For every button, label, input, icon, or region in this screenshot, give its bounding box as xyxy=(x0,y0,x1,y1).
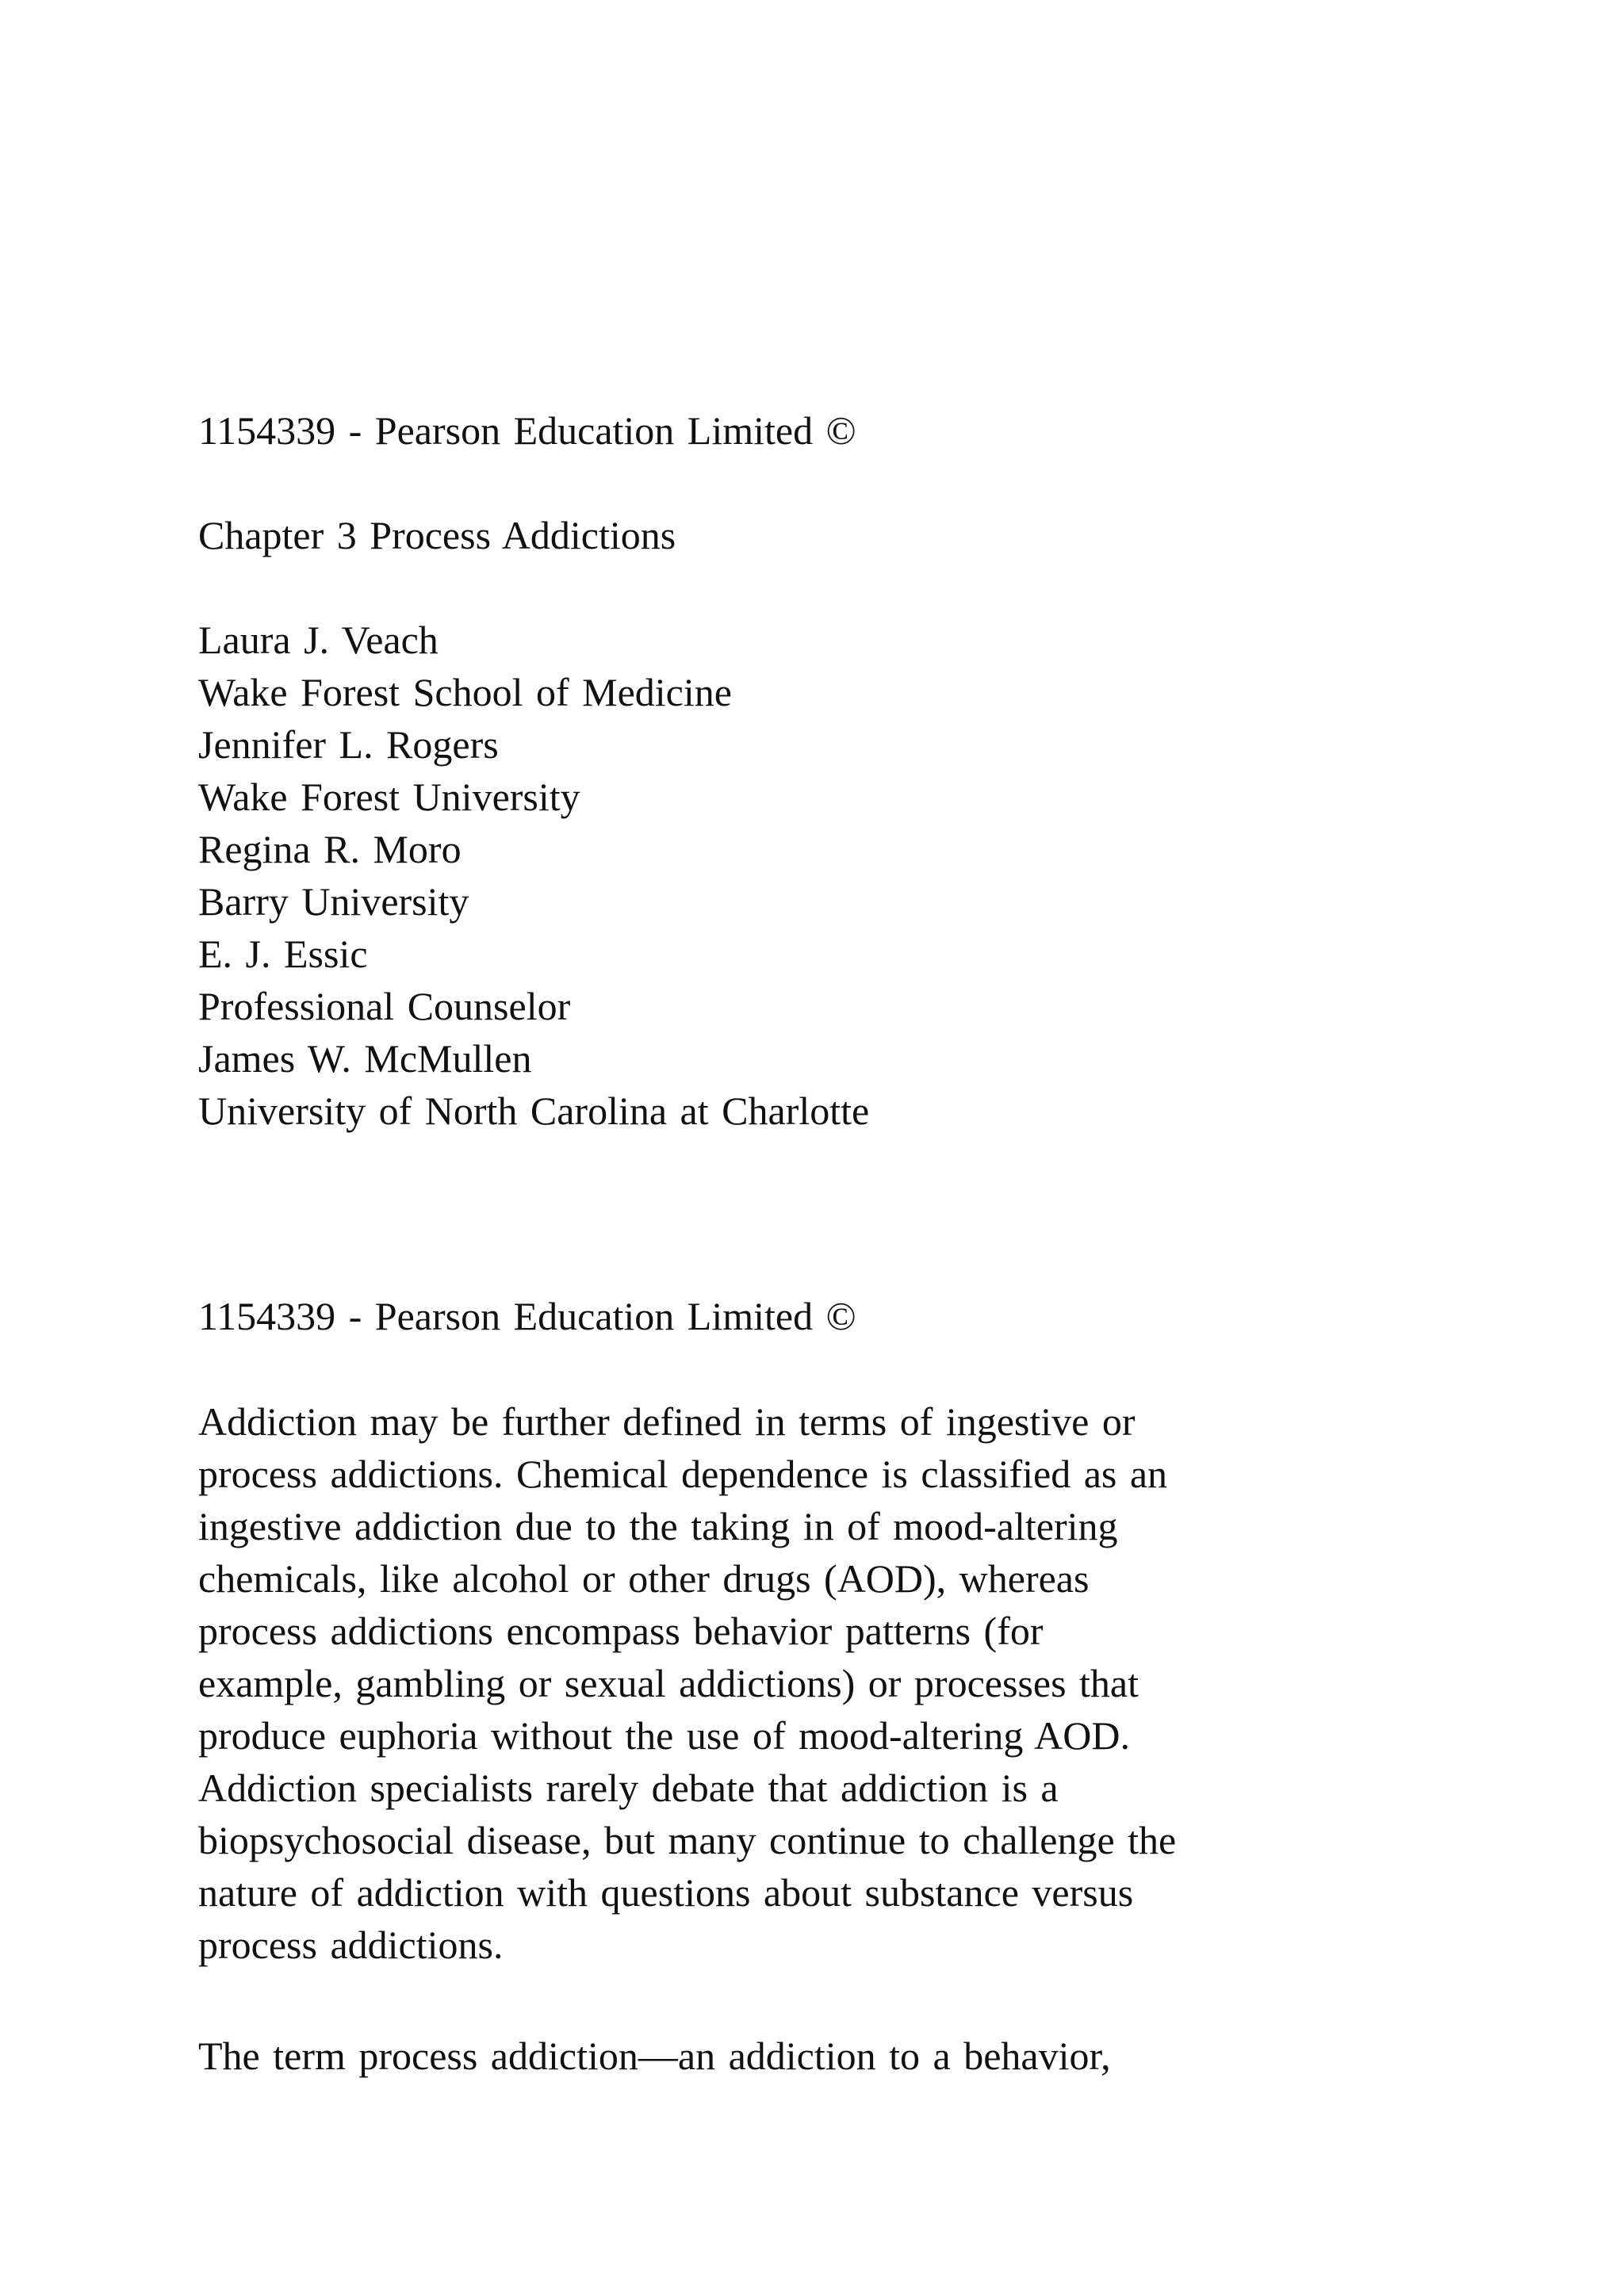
chapter-title-text: Chapter 3 Process Addictions xyxy=(198,513,676,557)
copyright-notice xyxy=(198,1290,1435,1342)
paragraph-line: Addiction specialists rarely debate that addiction is a xyxy=(198,1766,1059,1810)
paragraph-line: The term process addiction—an addiction to a behavior, xyxy=(198,2034,1111,2078)
paragraph-line: example, gambling or sexual addictions) or processes that xyxy=(198,1661,1139,1705)
copyright-notice xyxy=(198,404,1435,457)
paragraph-line: process addictions. Chemical dependence is classified as an xyxy=(198,1452,1168,1496)
paragraph-line: process addictions. xyxy=(198,1923,504,1967)
author-name: Laura J. Veach xyxy=(198,618,439,662)
paragraph-line: produce euphoria without the use of mood-altering AOD. xyxy=(198,1713,1130,1758)
author-affiliation: Wake Forest University xyxy=(198,775,580,819)
author-name: Regina R. Moro xyxy=(198,827,462,871)
paragraph-line: chemicals, like alcohol or other drugs (AOD), whereas xyxy=(198,1556,1090,1601)
author-name: E. J. Essic xyxy=(198,932,368,976)
author-list xyxy=(198,614,1435,1137)
author-affiliation: Barry University xyxy=(198,879,469,924)
chapter-title xyxy=(198,509,1435,561)
author-affiliation: Wake Forest School of Medicine xyxy=(198,670,732,714)
paragraph-line: Addiction may be further defined in terms of ingestive or xyxy=(198,1399,1136,1444)
author-name: Jennifer L. Rogers xyxy=(198,722,499,767)
paragraph-line: nature of addiction with questions about substance versus xyxy=(198,1870,1134,1915)
body-paragraph xyxy=(198,2030,1435,2082)
copyright-text: 1154339 - Pearson Education Limited © xyxy=(198,408,856,453)
author-affiliation: University of North Carolina at Charlotte xyxy=(198,1089,870,1133)
body-paragraph xyxy=(198,1395,1435,1971)
copyright-text: 1154339 - Pearson Education Limited © xyxy=(198,1294,856,1338)
paragraph-line: process addictions encompass behavior patterns (for xyxy=(198,1609,1044,1653)
paragraph-line: ingestive addiction due to the taking in of mood-altering xyxy=(198,1504,1118,1548)
author-affiliation: Professional Counselor xyxy=(198,984,571,1028)
author-name: James W. McMullen xyxy=(198,1036,532,1081)
paragraph-line: biopsychosocial disease, but many continue to challenge the xyxy=(198,1818,1177,1862)
